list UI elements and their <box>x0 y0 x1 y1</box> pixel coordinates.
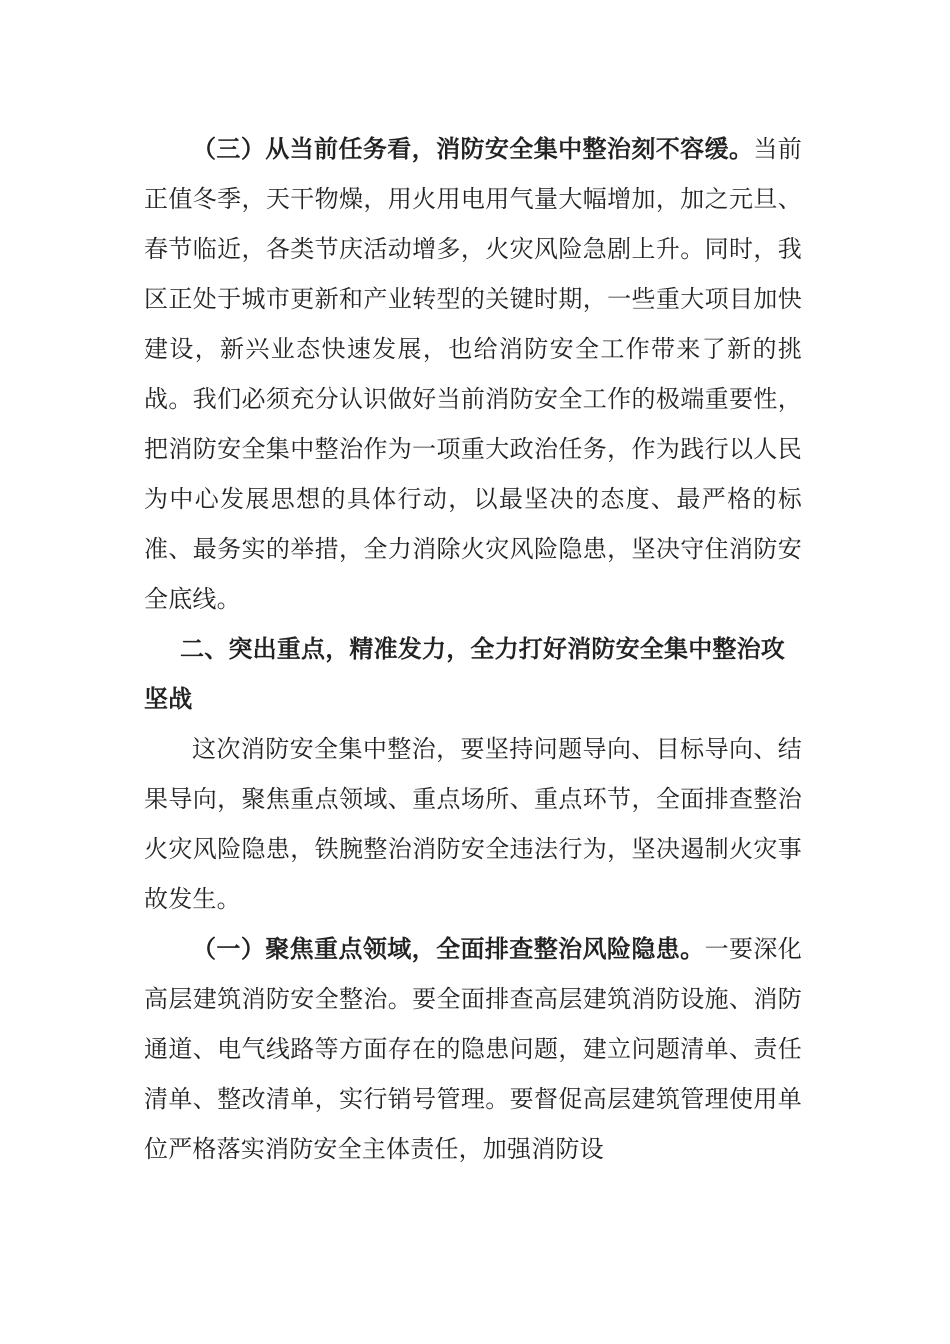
paragraph-current-task <box>144 124 802 624</box>
paragraph-text-key-areas: 一要深化高层建筑消防安全整治。要全面排查高层建筑消防设施、消防通道、电气线路等方面存在的隐患问题，建立问题清单、责任清单、整改清单，实行销号管理。要督促高层建筑管理使用单位严格落实消防安全主体责任，加强消防设 <box>144 935 802 1163</box>
paragraph-intro-section-two: 这次消防安全集中整治，要坚持问题导向、目标导向、结果导向，聚焦重点领域、重点场所、重点环节，全面排查整治火灾风险隐患，铁腕整治消防安全违法行为，坚决遏制火灾事故发生。 <box>144 735 802 913</box>
paragraph-lead-current-task: （三）从当前任务看，消防安全集中整治刻不容缓。 <box>192 135 754 163</box>
paragraph-key-areas <box>144 924 802 1174</box>
section-heading-two: 二、突出重点，精准发力，全力打好消防安全集中整治攻坚战 <box>144 635 785 713</box>
document-body <box>144 124 802 1174</box>
paragraph-lead-key-areas: （一）聚焦重点领域，全面排查整治风险隐患。 <box>192 935 705 963</box>
paragraph-text-current-task: 当前正值冬季，天干物燥，用火用电用气量大幅增加，加之元旦、春节临近，各类节庆活动增多，火灾风险急剧上升。同时，我区正处于城市更新和产业转型的关键时期，一些重大项目加快建设，新兴业态快速发展，也给消防安全工作带来了新的挑战。我们必须充分认识做好当前消防安全工作的极端重要性，把消防安全集中整治作为一项重大政治任务，作为践行以人民为中心发展思想的具体行动，以最坚决的态度、最严格的标准、最务实的举措，全力消除火灾风险隐患，坚决守住消防安全底线。 <box>144 135 802 613</box>
